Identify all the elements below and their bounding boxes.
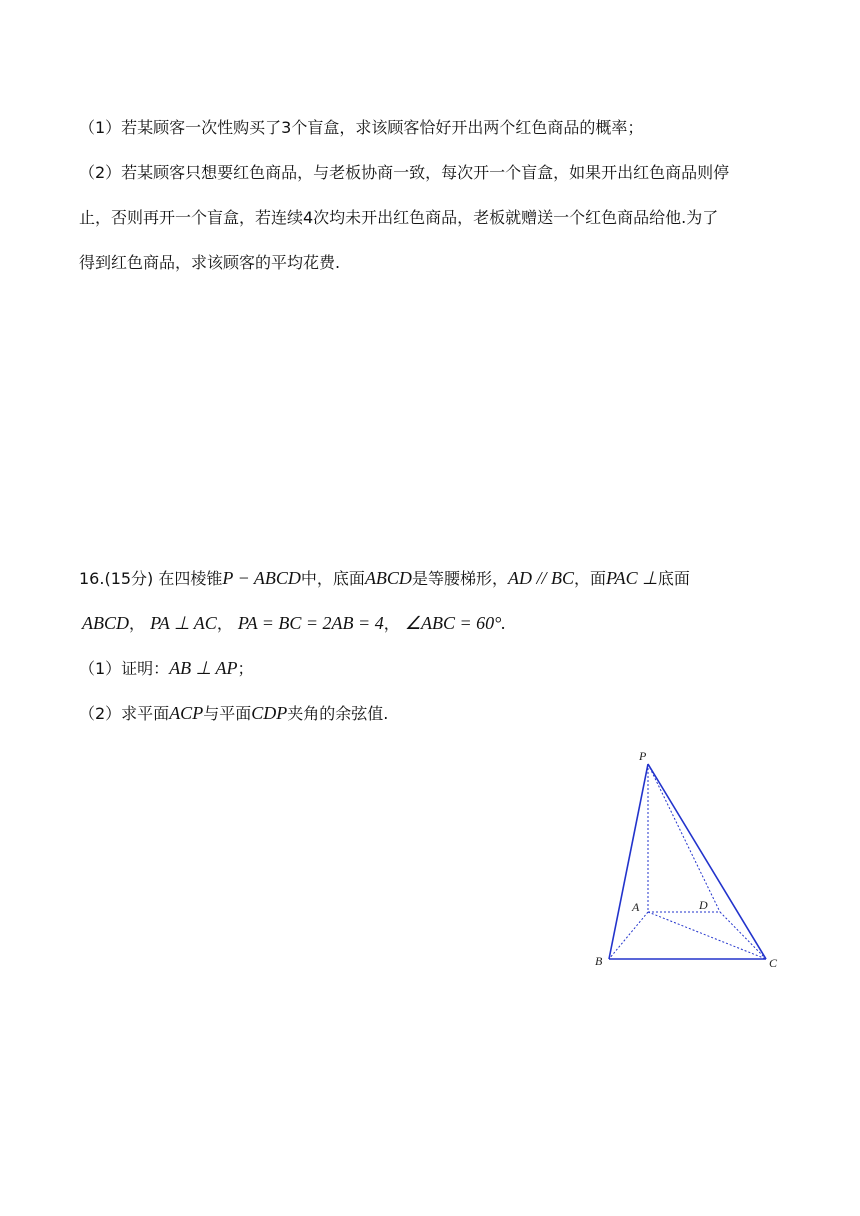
p15-part2-line2: 止，否则再开一个盲盒，若连续4次均未开出红色商品，老板就赠送一个红色商品给他.为了 <box>79 208 719 227</box>
edge-AC <box>648 912 766 959</box>
edge-PC <box>648 764 766 959</box>
comma: ， <box>216 614 233 633</box>
q2-mid: 与平面 <box>203 704 252 723</box>
math-cdp: CDP <box>251 703 288 723</box>
label-D: D <box>699 898 708 912</box>
p16-line1 <box>79 567 690 590</box>
p16-line2 <box>82 612 506 635</box>
math-q1: AB ⊥ AP <box>169 658 238 678</box>
math-equal: PA = BC = 2AB = 4 <box>237 613 384 633</box>
problem-number: 16. <box>79 569 105 588</box>
math-angle: ∠ABC = 60°. <box>404 613 506 633</box>
math-perp: PA ⊥ AC <box>150 613 217 633</box>
math-base: ABCD <box>364 568 412 588</box>
q1-prefix: （1）证明： <box>79 659 170 678</box>
edge-DC <box>720 912 766 959</box>
q1-suffix: ； <box>237 659 254 678</box>
math-acp: ACP <box>169 703 204 723</box>
edge-PB <box>609 764 648 959</box>
comma: ， <box>383 614 400 633</box>
p16-intro-d: ，面 <box>573 569 606 588</box>
p16-intro-a: 在四棱锥 <box>158 569 223 588</box>
comma: ， <box>129 614 146 633</box>
problem-score: (15分) <box>104 569 154 588</box>
p16-q1 <box>79 657 254 680</box>
p16-q2 <box>79 702 388 725</box>
q2-suffix: 夹角的余弦值. <box>287 704 389 723</box>
label-C: C <box>769 956 778 970</box>
math-base-2: ABCD <box>82 613 129 633</box>
label-B: B <box>595 954 603 968</box>
q2-prefix: （2）求平面 <box>79 704 170 723</box>
pyramid-figure <box>580 740 800 980</box>
label-A: A <box>632 900 640 914</box>
math-pyramid: P − ABCD <box>222 568 301 588</box>
edge-PD <box>648 764 720 912</box>
p16-intro-e: 底面 <box>657 569 690 588</box>
math-plane-pac: PAC ⊥ <box>605 568 658 588</box>
pyramid-diagram <box>580 740 800 980</box>
p15-part2-line1: （2）若某顾客只想要红色商品，与老板协商一致，每次开一个盲盒，如果开出红色商品则停 <box>79 163 730 182</box>
p15-part1: （1）若某顾客一次性购买了3个盲盒，求该顾客恰好开出两个红色商品的概率； <box>79 118 644 137</box>
p16-intro-c: 是等腰梯形， <box>411 569 508 588</box>
math-parallel: AD // BC <box>507 568 574 588</box>
p16-intro-b: 中，底面 <box>300 569 365 588</box>
label-P: P <box>639 749 647 763</box>
p15-part2-line3: 得到红色商品，求该顾客的平均花费. <box>79 253 341 272</box>
edge-AB <box>609 912 648 959</box>
